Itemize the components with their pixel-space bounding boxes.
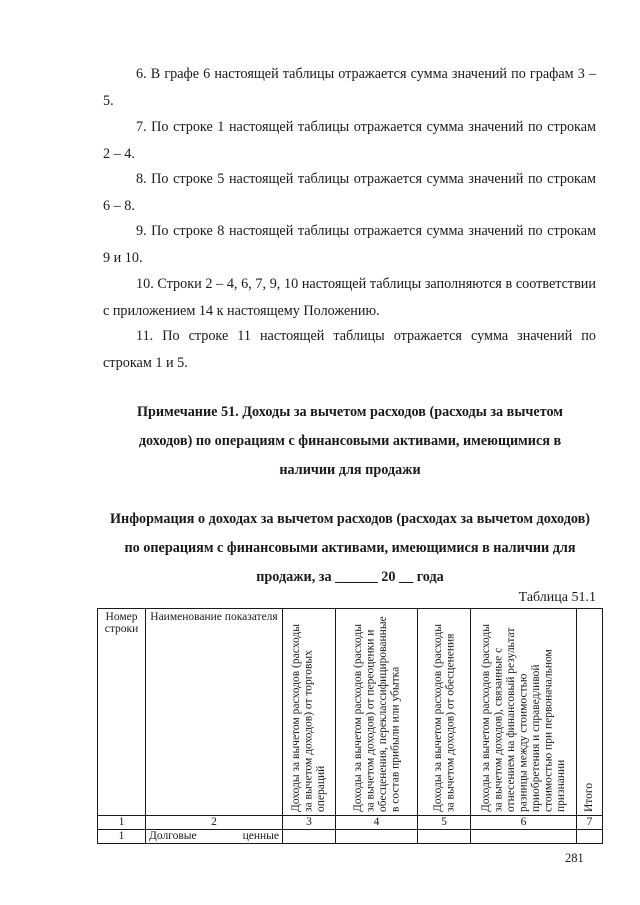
paragraph-9: 9. По строке 8 настоящей таблицы отражается сумма значений по строкам 9 и 10. [103,223,596,266]
column-number-row [98,816,603,830]
table-cell [283,830,336,844]
header-cell: Наименование показателя [146,609,283,816]
table-cell [336,830,418,844]
row-number: 1 [98,830,146,844]
page-number: 281 [565,851,584,865]
paragraph-11: 11. По строке 11 настоящей таблицы отражается сумма значений по строкам 1 и 5. [103,328,596,371]
column-number: 4 [336,816,418,830]
header-cell: Номер строки [98,609,146,816]
paragraph-6: 6. В графе 6 настоящей таблицы отражается сумма значений по графам 3 – 5. [103,66,596,109]
column-number: 7 [577,816,603,830]
table-row [98,830,603,844]
header-cell: Итого [577,609,603,816]
header-cell: Доходы за вычетом расходов (расходы за вычетом доходов) от обесценения [418,609,471,816]
row-name: Долговые ценные [146,830,283,844]
table-caption: Таблица 51.1 [518,590,596,605]
header-cell: Доходы за вычетом расходов (расходы за вычетом доходов) от переоценки и обесценения, переклассифицированные в состав прибыли или убытка [336,609,418,816]
column-number: 5 [418,816,471,830]
data-table [97,608,603,844]
table-cell [471,830,577,844]
column-number: 2 [146,816,283,830]
paragraph-10: 10. Строки 2 – 4, 6, 7, 9, 10 настоящей таблицы заполняются в соответствии с приложением 14 к настоящему Положению. [103,276,596,319]
column-number: 3 [283,816,336,830]
header-cell: Доходы за вычетом расходов (расходы за вычетом доходов) от торговых операций [283,609,336,816]
note-title: Примечание 51. Доходы за вычетом расходов (расходы за вычетом доходов) по операциям с финансовыми активами, имеющимися в наличии для продажи [137,404,563,478]
paragraph-7: 7. По строке 1 настоящей таблицы отражается сумма значений по строкам 2 – 4. [103,119,596,162]
column-number: 1 [98,816,146,830]
table-cell [577,830,603,844]
info-title: Информация о доходах за вычетом расходов (расходах за вычетом доходов) по операциям с финансовыми активами, имеющимися в наличии для продажи, за ______ 20 __ года [110,511,591,585]
table-cell [418,830,471,844]
table-header-row [98,609,603,816]
paragraph-8: 8. По строке 5 настоящей таблицы отражается сумма значений по строкам 6 – 8. [103,171,596,214]
header-cell: Доходы за вычетом расходов (расходы за вычетом доходов), связанные с отнесением на финансовый результат разницы между стоимостью приобретения и справедливой стоимостью при первоначальном признании [471,609,577,816]
column-number: 6 [471,816,577,830]
